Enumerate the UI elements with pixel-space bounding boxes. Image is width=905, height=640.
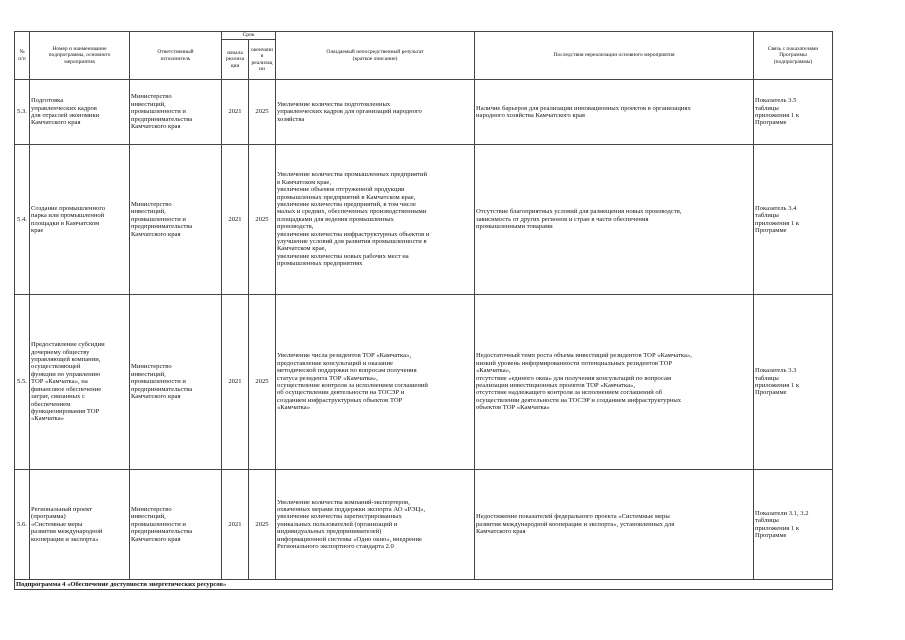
- start-year: 2021: [222, 145, 249, 295]
- executor: Министерство инвестиций, промышленности и предпринимательства Камчатского края: [130, 470, 222, 580]
- start-year: 2021: [222, 80, 249, 145]
- activity-name: Подготовка управленческих кадров для отраслей экономики Камчатского края: [30, 80, 130, 145]
- subprogram-row: [15, 580, 833, 590]
- header-consequences: Последствия нереализации основного мероприятия: [475, 32, 754, 80]
- program-activities-table: [14, 31, 833, 590]
- table-row: [15, 145, 833, 295]
- header-expected-result: Ожидаемый непосредственный результат (краткое описание): [276, 32, 475, 80]
- expected-result: Увеличение количества промышленных предприятий в Камчатском крае, увеличение объемов отгруженной продукции промышленных предприятий в Камчатском крае, увеличение количества предприятий, в том числе малых и средних, обеспеченных производственными площадками для ведения промышленных производств, увеличение количества инфраструктурных объектов и улучшение условий для развития промышленности в Камчатском крае, увеличение количества новых рабочих мест на промышленных предприятиях: [276, 145, 475, 295]
- expected-result: Увеличение количества компаний-экспортеров, охваченных мерами поддержки экспорта АО «РЭЦ», увеличение количества зарегистрированных уникальных пользователей (организаций и индивидуальных предпринимателей) информационной системы «Одно окно», внедрение Регионального экспортного стандарта 2.0: [276, 470, 475, 580]
- expected-result: Увеличение числа резидентов ТОР «Камчатка», предоставление консультаций и оказание методической поддержки по вопросам получения статуса резидента ТОР «Камчатка», осуществление контроля за исполнением соглашений об осуществлении деятельности на ТОСЭР и созданием инфраструктурных объектов ТОР «Камчатка»: [276, 295, 475, 470]
- subprogram-title: Подпрограмма 4 «Обеспечение доступности энергетических ресурсов»: [15, 580, 833, 590]
- indicator-link: Показатель 3.4 таблицы приложения 1 к Программе: [754, 145, 833, 295]
- header-executor: Ответственный исполнитель: [130, 32, 222, 80]
- consequences: Отсутствие благоприятных условий для размещения новых производств, зависимость от других регионов и стран в части обеспечения промышленными товарами: [475, 145, 754, 295]
- end-year: 2025: [249, 145, 276, 295]
- header-number: № п/п: [15, 32, 30, 80]
- program-table-page: [14, 31, 832, 590]
- activity-name: Предоставление субсидии дочернему обществу управляющей компании, осуществляющей функции по управлению ТОР «Камчатка», на финансовое обеспечение затрат, связанных с обеспечением функционирования ТОР «Камчатка»: [30, 295, 130, 470]
- expected-result: Увеличение количества подготовленных управленческих кадров для организаций народного хозяйства: [276, 80, 475, 145]
- start-year: 2021: [222, 295, 249, 470]
- header-start-year: начала реализа ции: [222, 40, 249, 80]
- indicator-link: Показатель 3.5 таблицы приложения 1 к Программе: [754, 80, 833, 145]
- end-year: 2025: [249, 470, 276, 580]
- table-row: [15, 470, 833, 580]
- header-end-year: окончани я реализац ии: [249, 40, 276, 80]
- table-row: [15, 80, 833, 145]
- executor: Министерство инвестиций, промышленности и предпринимательства Камчатского края: [130, 80, 222, 145]
- header-indicator-link: Связь с показателями Программы (подпрограммы): [754, 32, 833, 80]
- executor: Министерство инвестиций, промышленности и предпринимательства Камчатского края: [130, 145, 222, 295]
- start-year: 2021: [222, 470, 249, 580]
- row-number: 5.6.: [15, 470, 30, 580]
- activity-name: Создание промышленного парка или промышленной площадки в Камчатском крае: [30, 145, 130, 295]
- end-year: 2025: [249, 80, 276, 145]
- consequences: Недостаточный темп роста объема инвестиций резидентов ТОР «Камчатка», низкий уровень информированности потенциальных резидентов ТОР «Камчатка», отсутствие «единого окна» для получения консультаций по вопросам реализации инвестиционных проектов ТОР «Камчатка», отсутствие надлежащего контроля за исполнением соглашений об осуществлении деятельности на ТОСЭР и созданием инфраструктурных объектов ТОР «Камчатка»: [475, 295, 754, 470]
- consequences: Наличие барьеров для реализации инновационных проектов в организациях народного хозяйства Камчатского края: [475, 80, 754, 145]
- row-number: 5.5.: [15, 295, 30, 470]
- consequences: Недостижение показателей федерального проекта «Системные меры развития международной кооперации и экспорта», установленных для Камчатского края: [475, 470, 754, 580]
- indicator-link: Показатели 3.1, 3.2 таблицы приложения 1 к Программе: [754, 470, 833, 580]
- executor: Министерство инвестиций, промышленности и предпринимательства Камчатского края: [130, 295, 222, 470]
- end-year: 2025: [249, 295, 276, 470]
- row-number: 5.4.: [15, 145, 30, 295]
- header-activity-name: Номер и наименование подпрограммы, основного мероприятия: [30, 32, 130, 80]
- table-row: [15, 295, 833, 470]
- indicator-link: Показатель 3.3 таблицы приложения 1 к Программе: [754, 295, 833, 470]
- activity-name: Региональный проект (программа) «Системные меры развития международной кооперации и экспорта»: [30, 470, 130, 580]
- row-number: 5.3.: [15, 80, 30, 145]
- header-term: Срок: [222, 32, 276, 40]
